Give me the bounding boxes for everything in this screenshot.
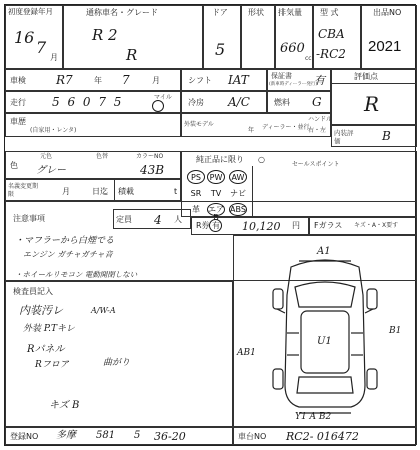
grade-box <box>331 69 417 125</box>
first-reg-month: 7 <box>36 38 47 57</box>
color-box <box>5 151 181 179</box>
exterior-box <box>181 113 331 137</box>
lot-box <box>361 5 417 69</box>
exterior-label: 外装モデル <box>184 121 214 128</box>
grade-value: R <box>364 92 380 116</box>
fuel-value: G <box>312 95 322 109</box>
handle-value: 右・左 <box>308 127 327 134</box>
shift-value: IAT <box>228 73 249 87</box>
fuel-box <box>267 91 331 113</box>
diagram-right-mark: B1 <box>389 326 402 336</box>
registration-class: 581 <box>96 430 116 441</box>
sales-point-label: セールスポイント <box>292 161 340 168</box>
color-original-value: グレー <box>36 165 66 176</box>
interior-grade-box <box>331 125 417 147</box>
option-aw-circle <box>229 170 247 184</box>
auction-sheet <box>4 4 416 446</box>
option-ps-circle <box>187 170 205 184</box>
shift-box <box>181 69 267 91</box>
lot-number: 2021 <box>368 38 402 55</box>
shape-box <box>241 5 275 69</box>
ac-box <box>181 91 267 113</box>
doors-label: ドア <box>212 8 228 17</box>
inspection-label: 車検 <box>10 76 26 85</box>
options-label: 純正品に限り <box>196 155 244 164</box>
mileage-unit-circle <box>152 100 164 112</box>
chassis-box <box>233 427 417 445</box>
displacement-value: 660 <box>280 41 305 56</box>
registration-box <box>5 427 233 445</box>
inspector-label: 検査員記入 <box>13 287 53 296</box>
mileage-box <box>5 91 181 113</box>
color-no-value: 43B <box>140 163 165 177</box>
model-label: 型 式 <box>320 8 339 17</box>
exterior-dealer: ディーラー・並行 <box>262 124 310 131</box>
inspector-line-2: 外装 P.Tキレ <box>23 324 75 334</box>
note-line-1: ・マフラーから白煙でる <box>15 236 115 246</box>
cc-unit: cc <box>305 55 312 62</box>
option-leather: 革 <box>192 205 200 214</box>
option-navi: ナビ <box>230 189 246 198</box>
mileage-label: 走行 <box>10 98 26 107</box>
diagram-center-mark: U1 <box>317 336 332 347</box>
option-ps: PS <box>191 173 201 182</box>
inspector-line-5: キズ B <box>49 400 80 411</box>
model-box <box>313 5 361 69</box>
rcoupon-amount: 10,120 <box>242 220 281 233</box>
inspection-month-unit: 月 <box>152 76 160 85</box>
displacement-label: 排気量 <box>278 8 302 17</box>
displacement-box <box>275 5 313 69</box>
rcoupon-box <box>191 217 309 235</box>
diagram-top-mark: A1 <box>317 246 331 257</box>
warranty-value: 有 <box>314 74 325 87</box>
inspector-line-1: 内装汚レ <box>19 304 63 317</box>
shift-label: シフト <box>188 76 212 85</box>
note-line-2: エンジン ガチャガチャ音 <box>23 250 113 259</box>
mileage-unit: マイル <box>154 94 172 101</box>
registration-number: 36-20 <box>154 430 186 443</box>
model-line1: CBA <box>318 27 345 41</box>
capacity-box <box>113 209 191 229</box>
warranty-box <box>267 69 331 91</box>
ac-value: A/C <box>228 95 250 109</box>
warranty-sublabel: (新車時ディーラー発行) <box>269 82 318 87</box>
inspector-line-1b: A/W-A <box>91 306 116 315</box>
inspection-box <box>5 69 181 91</box>
rcoupon-label: R券 <box>196 221 210 230</box>
handle-label: ハンドル <box>308 116 333 123</box>
history-label: 車歴 <box>10 117 26 126</box>
registration-area: 多摩 <box>56 430 76 441</box>
option-abs: ABS <box>230 205 246 214</box>
exterior-year: 年 <box>248 127 255 134</box>
inspector-line-4: Rフロア <box>35 360 69 370</box>
car-name-label: 通称車名・グレード <box>86 8 158 17</box>
first-reg-label: 初度登録年月 <box>8 7 53 16</box>
diagram-left-mark: AB1 <box>237 348 256 358</box>
chassis-label: 車台NO <box>238 432 267 441</box>
capacity-value: 4 <box>154 213 162 227</box>
color-label: 色 <box>10 161 18 170</box>
rcoupon-value: 有 <box>212 221 220 230</box>
inspector-line-4b: 曲がり <box>103 358 131 368</box>
interior-grade-label: 内装評価 <box>334 129 354 145</box>
doors-box <box>203 5 241 69</box>
color-no-label: カラーNO <box>136 153 164 160</box>
diagram-bottom-mark: Y1 A B2 <box>295 412 332 422</box>
inspection-value: R7 <box>56 73 73 87</box>
lot-label: 出品NO <box>373 8 402 17</box>
model-line2: -RC2 <box>316 47 346 61</box>
fglass-value: キズ・A・X要す <box>354 222 399 229</box>
name-change-box <box>5 179 181 201</box>
shape-label: 形状 <box>248 8 264 17</box>
name-change-month: 月 <box>62 187 70 196</box>
inspector-line-3: Rパネル <box>27 344 65 355</box>
car-grade-value: R <box>126 46 138 64</box>
capacity-label: 定員 <box>116 215 132 224</box>
capacity-unit: 人 <box>174 215 182 224</box>
color-current-label: 色替 <box>96 153 109 160</box>
ac-label: 冷房 <box>188 98 204 107</box>
grade-label: 評価点 <box>354 72 378 81</box>
doors-value: 5 <box>215 40 226 59</box>
interior-grade-value: B <box>382 129 391 143</box>
rcoupon-yen: 円 <box>292 221 300 230</box>
option-pw-circle <box>207 170 225 184</box>
registration-kana: 5 <box>134 430 141 441</box>
name-change-day: 日迄 <box>92 187 108 196</box>
option-aw: AW <box>231 173 245 182</box>
warranty-label: 保証書 <box>271 72 292 80</box>
color-original-label: 元色 <box>40 153 53 160</box>
first-reg-year: 16 <box>14 28 35 47</box>
load-label: 積載 <box>118 187 134 196</box>
notes-label: 注意事項 <box>13 214 45 223</box>
fuel-label: 燃料 <box>274 98 290 107</box>
fglass-label: Fガラス <box>314 221 343 230</box>
fglass-box <box>309 217 417 235</box>
first-reg-box <box>5 5 63 69</box>
load-unit: t <box>174 187 178 196</box>
history-box <box>5 113 181 137</box>
note-line-3: ・ホイールリモコン 電動開閉しない <box>15 270 138 279</box>
option-pw: PW <box>209 173 223 182</box>
options-circle-mark: ○ <box>258 155 265 164</box>
option-tv: TV <box>210 189 222 198</box>
option-sr: SR <box>190 189 202 198</box>
registration-label: 登録NO <box>10 432 39 441</box>
inspection-year-unit: 年 <box>94 76 102 85</box>
name-change-label: 名義変更期限 <box>8 183 39 198</box>
history-options: (自家用・レンタ) <box>30 127 77 134</box>
rcoupon-value-circle <box>209 219 222 232</box>
mileage-value: 5 6 0 7 5 <box>52 95 124 109</box>
first-reg-month-unit: 月 <box>50 53 58 62</box>
inspection-month: 7 <box>122 73 130 87</box>
car-name-value: R 2 <box>92 26 118 44</box>
chassis-value: RC2- 016472 <box>286 430 359 443</box>
option-airbag: エアB <box>208 205 224 222</box>
car-name-box <box>63 5 203 69</box>
